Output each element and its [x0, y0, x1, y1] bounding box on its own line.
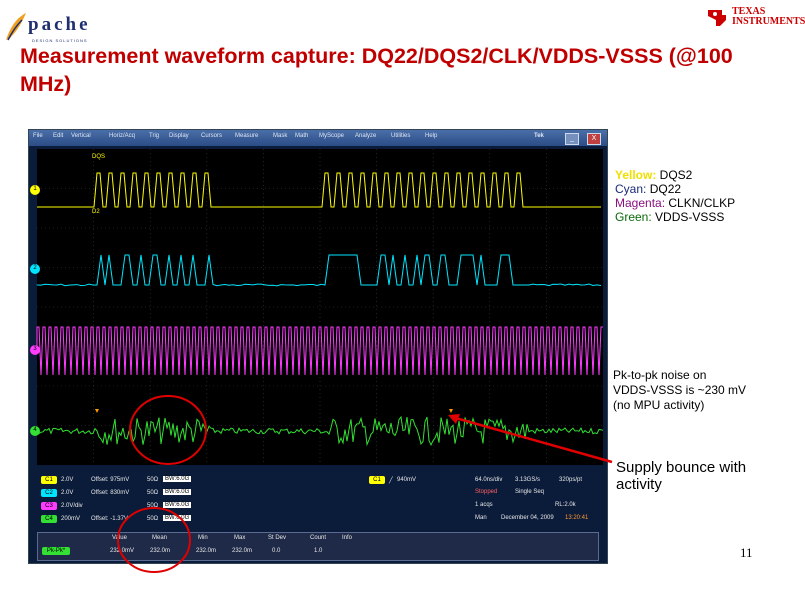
ch4-scale: 200mV: [61, 516, 81, 522]
meas-header-min: Min: [198, 535, 208, 541]
trigger-mode: Man: [475, 515, 487, 521]
channel-legend: [615, 168, 735, 224]
legend-magenta-val: CLKN/CLKP: [665, 196, 736, 210]
ch3-marker[interactable]: 3: [30, 345, 40, 355]
meas-header-mean: Mean: [152, 535, 168, 541]
meas-name: Pk-Pk*: [42, 547, 70, 555]
highlight-circle-waveform: [130, 396, 206, 464]
apache-logo-word: pache: [28, 14, 91, 35]
trigger-slope-icon: ╱: [389, 478, 393, 484]
ch1-offset: Offset: 975mV: [91, 477, 130, 483]
record-length: RL:2.0k: [555, 502, 576, 508]
tek-brand: Tek: [534, 133, 544, 139]
highlight-circle-measurement: [118, 508, 190, 572]
meas-mean: 232.0m: [150, 548, 171, 554]
menu-cursors[interactable]: Cursors: [201, 133, 223, 139]
legend-cyan-val: DQ22: [646, 182, 682, 196]
trigger-source[interactable]: C1: [369, 476, 385, 484]
points-per-sample: 320ps/pt: [559, 477, 583, 483]
page-title: Measurement waveform capture: DQ22/DQS2/CLK/VDDS-VSSS (@100 MHz): [20, 44, 733, 96]
ch4-offset: Offset: -1.37V: [91, 516, 128, 522]
meas-min: 232.0m: [196, 548, 217, 554]
annotation-arrow: [452, 417, 612, 462]
capture-date: December 04, 2009: [501, 515, 554, 521]
legend-yellow-val: DQS2: [656, 168, 693, 182]
menu-edit[interactable]: Edit: [53, 133, 64, 139]
ch2-offset: Offset: 830mV: [91, 490, 130, 496]
ch4-bandwidth: BW:6.0G: [165, 515, 190, 521]
menu-file[interactable]: File: [33, 133, 43, 139]
ch1-scale: 2.0V: [61, 477, 74, 483]
ch1-impedance: 50Ω: [147, 477, 159, 483]
meas-header-info: Info: [342, 535, 353, 541]
meas-count: 1.0: [314, 548, 323, 554]
noise-note-line1: Pk-to-pk noise on: [613, 368, 707, 382]
trace-label-d2: D2: [92, 209, 100, 215]
ch2-impedance: 50Ω: [147, 490, 159, 496]
legend-green-val: VDDS-VSSS: [651, 210, 725, 224]
meas-header-value: Value: [112, 535, 127, 541]
meas-header-count: Count: [310, 535, 327, 541]
meas-header-stdev: St Dev: [268, 535, 287, 541]
sample-rate: 3.13GS/s: [515, 477, 541, 483]
menu-trig[interactable]: Trig: [149, 133, 160, 139]
minimize-button[interactable]: _: [565, 133, 579, 145]
ch3-impedance: 50Ω: [147, 503, 159, 509]
bounce-note-line2: activity: [616, 476, 662, 493]
legend-green-key: Green:: [615, 210, 652, 224]
menu-help[interactable]: Help: [425, 133, 438, 139]
ch2-bandwidth: BW:6.0G: [165, 489, 190, 495]
page-number: 11: [740, 545, 753, 560]
legend-magenta: [615, 196, 735, 210]
menu-display[interactable]: Display: [169, 133, 189, 139]
ch3-bandwidth: BW:6.0G: [165, 502, 190, 508]
ch2-scale: 2.0V: [61, 490, 74, 496]
trace-label-dqs: DQS: [92, 154, 106, 160]
noise-note: [613, 368, 746, 413]
close-button[interactable]: X: [587, 133, 601, 145]
ch3-scale: 2.0V/div: [61, 503, 83, 509]
meas-stdev: 0.0: [272, 548, 281, 554]
legend-magenta-key: Magenta:: [615, 196, 666, 210]
ch4-impedance: 50Ω: [147, 516, 159, 522]
capture-time: 13:20:41: [565, 515, 589, 521]
menu-myscope[interactable]: MyScope: [319, 133, 345, 139]
apache-logo-tagline: DESIGN SOLUTIONS: [32, 38, 88, 43]
ch1-marker[interactable]: 1: [30, 185, 40, 195]
noise-note-line2: VDDS-VSSS is ~230 mV: [613, 383, 747, 397]
acq-count: 1 acqs: [475, 502, 493, 508]
acq-mode: Single Seq: [515, 489, 545, 495]
ti-logo-line2: INSTRUMENTS: [732, 16, 805, 27]
ch4-tag[interactable]: C4: [41, 515, 57, 523]
trigger-level: 940mV: [397, 477, 417, 483]
menu-analyze[interactable]: Analyze: [355, 133, 377, 139]
legend-green: [615, 210, 735, 224]
menu-math[interactable]: Math: [295, 133, 309, 139]
legend-cyan-key: Cyan:: [615, 182, 647, 196]
acq-state: Stopped: [475, 489, 498, 495]
meas-value: 232.0mV: [110, 548, 135, 554]
noise-note-line3: (no MPU activity): [613, 398, 705, 412]
menu-utilities[interactable]: Utilities: [391, 133, 411, 139]
meas-header-max: Max: [234, 535, 246, 541]
legend-cyan: [615, 182, 735, 196]
ch1-bandwidth: BW:6.0G: [165, 476, 190, 482]
ch2-tag[interactable]: C2: [41, 489, 57, 497]
menu-horiz-acq[interactable]: Horiz/Acq: [109, 133, 136, 139]
ch3-tag[interactable]: C3: [41, 502, 57, 510]
menu-mask[interactable]: Mask: [273, 133, 288, 139]
menu-vertical[interactable]: Vertical: [71, 133, 91, 139]
ch1-tag[interactable]: C1: [41, 476, 57, 484]
bounce-note-line1: Supply bounce with: [616, 459, 747, 476]
legend-yellow: [615, 168, 735, 182]
ch4-marker[interactable]: 4: [30, 426, 40, 436]
timebase-div: 64.0ns/div: [475, 477, 503, 483]
menu-measure[interactable]: Measure: [235, 133, 259, 139]
bounce-note: [616, 459, 746, 493]
legend-yellow-key: Yellow:: [615, 168, 657, 182]
meas-max: 232.0m: [232, 548, 253, 554]
ch2-marker[interactable]: 2: [30, 264, 40, 274]
ti-logo-line1: TEXAS: [732, 6, 766, 17]
